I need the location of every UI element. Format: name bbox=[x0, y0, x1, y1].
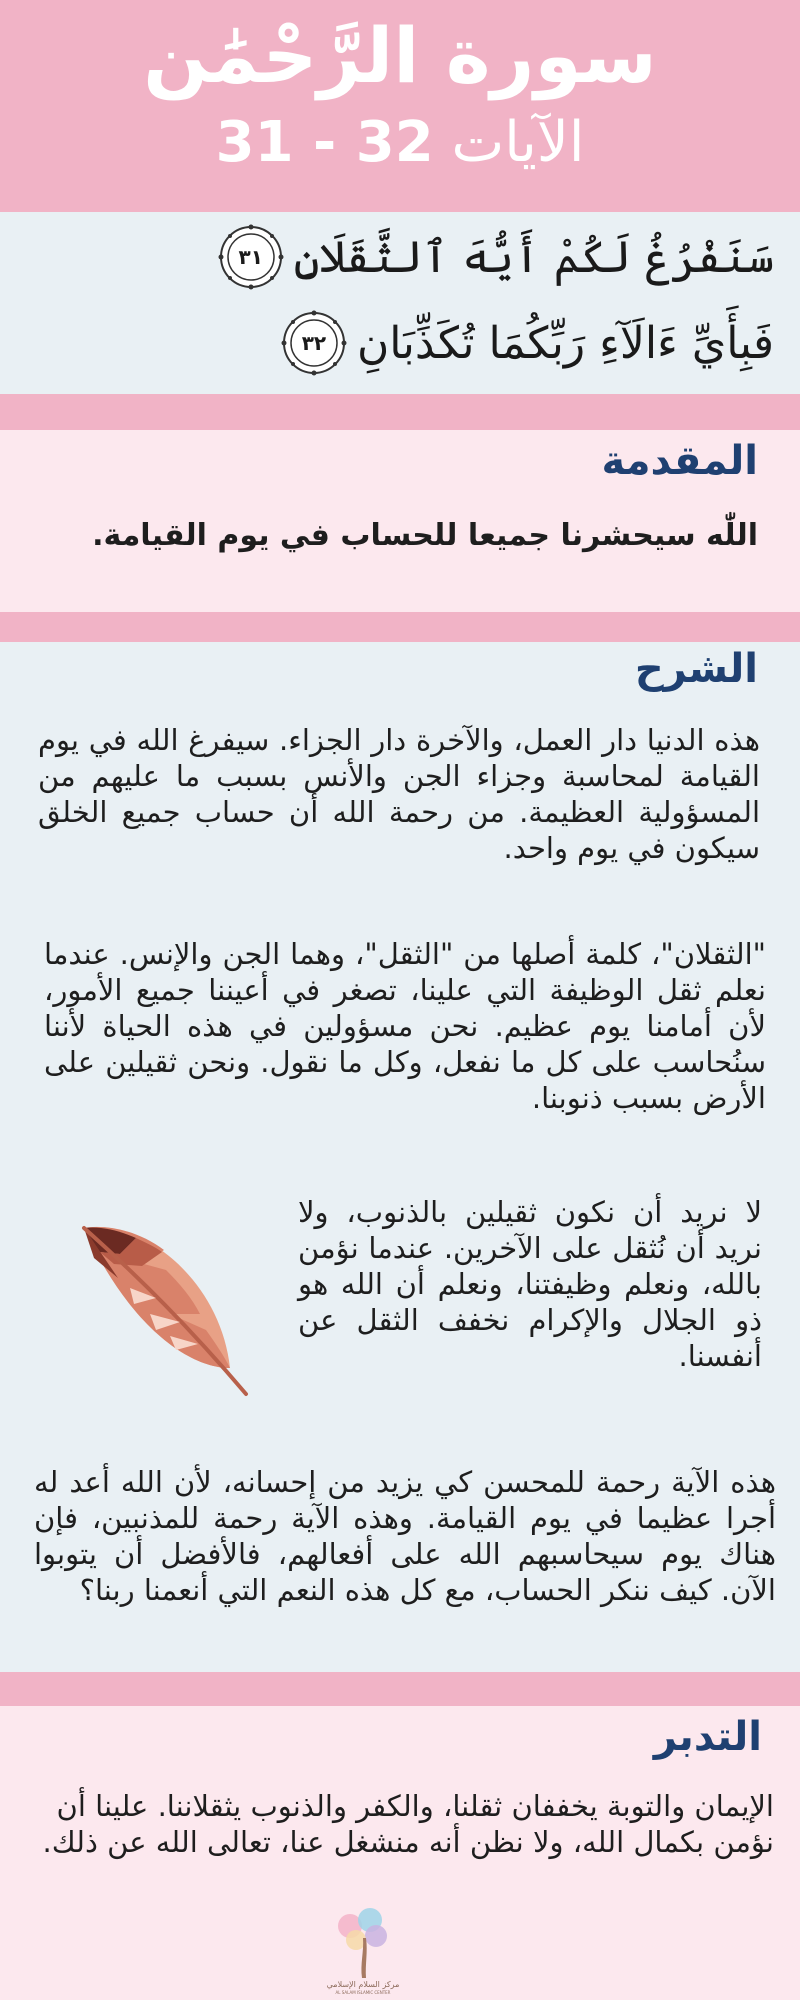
logo-name-ar: مركز السلام الإسلامي bbox=[326, 1980, 400, 1989]
explanation-paragraph: لا نريد أن نكون ثقيلين بالذنوب، ولا نريد أن نُثقل على الآخرين. عندما نؤمن بالله، ونعلم وظيفتنا، ونعلم أن الله هو ذو الجلال والإكرام نخفف الثقل عن أنفسنا. bbox=[298, 1195, 762, 1373]
ayah-marker-icon bbox=[218, 224, 284, 290]
title-banner bbox=[0, 0, 800, 212]
ayah-marker-icon bbox=[281, 310, 347, 376]
reflection-heading: التدبر bbox=[653, 1714, 762, 1760]
verse-text: سَنَفْرُغُ لَكُمْ أَيُّهَ ٱلثَّقَلَانِ bbox=[293, 231, 774, 283]
intro-section bbox=[0, 430, 800, 612]
ayat-subtitle bbox=[0, 112, 800, 174]
surah-title: سورة الرَّحْمَٰن bbox=[143, 11, 657, 100]
verse-31 bbox=[218, 214, 774, 300]
ayah-number: ٣٢ bbox=[301, 331, 327, 355]
logo-name-en: AL SALAM ISLAMIC CENTER bbox=[335, 1990, 391, 1995]
center-logo bbox=[326, 1904, 400, 1995]
verses-section bbox=[0, 212, 800, 394]
logo-tree-icon bbox=[330, 1904, 396, 1980]
section-divider bbox=[0, 1672, 800, 1706]
explanation-section bbox=[0, 642, 800, 1672]
section-divider bbox=[0, 394, 800, 430]
intro-heading: المقدمة bbox=[601, 438, 758, 484]
verse-32 bbox=[281, 300, 774, 386]
ayah-number: ٣١ bbox=[238, 245, 263, 269]
explanation-paragraph: هذه الآية رحمة للمحسن كي يزيد من إحسانه، لأن الله أعد له أجرا عظيما في يوم القيامة. وهذه الآية رحمة للمذنبين، فإن هناك يوم سيحاسبهم الله على أفعالهم، فالأفضل أن يتوبوا الآن. كيف ننكر الحساب، مع كل هذه النعم التي أنعمنا ربنا؟ bbox=[34, 1465, 776, 1607]
explanation-paragraph: هذه الدنيا دار العمل، والآخرة دار الجزاء. سيفرغ الله في يوم القيامة لمحاسبة وجزاء الجن والأنس بسبب ما عليهم من المسؤولية العظيمة. من رحمة الله أن حساب جميع الخلق سيكون في يوم واحد. bbox=[38, 723, 760, 865]
verse-text: فَبِأَيِّ ءَالَآءِ رَبِّكُمَا تُكَذِّبَانِ bbox=[356, 317, 774, 369]
reflection-section bbox=[0, 1706, 800, 2000]
intro-text: اللّٰه سيحشرنا جميعا للحساب في يوم القيامة. bbox=[92, 518, 758, 553]
ayat-range: 31 - 32 bbox=[215, 110, 434, 175]
reflection-text: الإيمان والتوبة يخففان ثقلنا، والكفر والذنوب يثقلاننا. علينا أن نؤمن بكمال الله، ولا نظن أنه منشغل عنا، تعالى الله عن ذلك. bbox=[42, 1789, 774, 1859]
explanation-heading: الشرح bbox=[634, 646, 758, 692]
explanation-paragraph: "الثقلان"، كلمة أصلها من "الثقل"، وهما الجن والإنس. عندما نعلم ثقل الوظيفة التي علينا، تصغر في أعيننا جميع الأمور، لأن أمامنا يوم عظيم. نحن مسؤولين في هذه الحياة لأننا سنُحاسب على كل ما نفعل، وكل ما نقول. ونحن ثقيلين على الأرض بسبب ذنوبنا. bbox=[44, 937, 766, 1115]
section-divider bbox=[0, 612, 800, 642]
ayat-label: الآيات bbox=[451, 110, 585, 175]
feather-icon bbox=[70, 1218, 250, 1402]
